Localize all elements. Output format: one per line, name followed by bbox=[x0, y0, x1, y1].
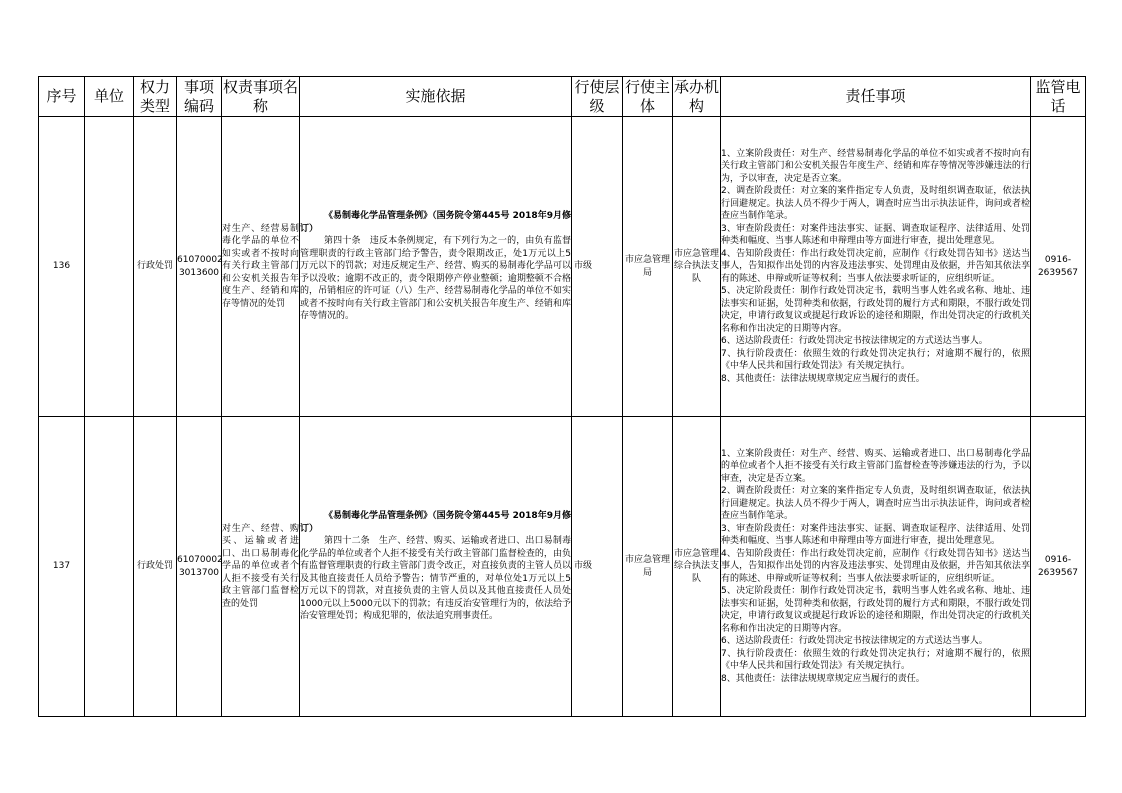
header-item-name: 权责事项名称 bbox=[222, 77, 298, 115]
responsibility-item: 6、送达阶段责任：行政处罚决定书按法律规定的方式送达当事人。 bbox=[721, 336, 988, 347]
cell-unit bbox=[85, 117, 134, 417]
responsibility-item: 8、其他责任：法律法规规章规定应当履行的责任。 bbox=[721, 673, 925, 684]
responsibility-item: 5、决定阶段责任：制作行政处罚决定书，载明当事人姓名或名称、地址、违法事实和证据，处罚种类和依据，行政处罚的履行方式和期限，不服行政处罚决定，申请行政复议或提起行政诉讼的途径和期限，作出处罚决定的行政机关名称和作出决定的日期等内容。 bbox=[721, 286, 1030, 334]
cell-seq: 137 bbox=[39, 417, 85, 717]
responsibility-item: 2、调查阶段责任：对立案的案件指定专人负责，及时组织调查取证，依法执行回避规定。执法人员不得少于两人，调查时应当出示执法证件，询问或者检查应当制作笔录。 bbox=[721, 486, 1030, 522]
header-responsibility: 责任事项 bbox=[721, 77, 1031, 117]
cell-responsibility bbox=[721, 417, 1031, 717]
basis-article-text: 第四十条 违反本条例规定，有下列行为之一的，由负有监督管理职责的行政主管部门给予警告，责令限期改正，处1万元以上5万元以下的罚款；对违反规定生产、经营、购买的易制毒化学品可以予以没收；逾期不改正的，责令限期停产停业整顿；逾期整顿不合格的，吊销相应的许可证（八）生产、经营易制毒化学品的单位不如实或者不按时向有关行政主管部门和公安机关报告年度生产、经销和库存等情况的。 bbox=[300, 236, 571, 322]
cell-basis bbox=[300, 417, 572, 717]
header-power-type: 权力类型 bbox=[134, 77, 177, 117]
responsibility-item: 3、审查阶段责任：对案件违法事实、证据、调查取证程序、法律适用、处罚种类和幅度、当事人陈述和申辩理由等方面进行审查，提出处理意见。 bbox=[721, 523, 1030, 547]
header-item-code: 事项编码 bbox=[177, 77, 222, 117]
cell-unit bbox=[85, 417, 134, 717]
responsibility-item: 4、告知阶段责任：作出行政处罚决定前，应制作《行政处罚告知书》送达当事人，告知拟作出处罚的内容及违法事实、处罚理由及依据，并告知其依法享有的陈述、申辩或听证等权利；当事人依法要求听证的，应组织听证。 bbox=[721, 248, 1030, 284]
header-subject: 行使主体 bbox=[623, 77, 673, 117]
cell-item-name: 对生产、经营、购买、运输或者进口、出口易制毒化学品的单位或者个人拒不接受有关行政主管部门监督检查的处罚 bbox=[222, 417, 300, 717]
cell-power-type: 行政处罚 bbox=[134, 417, 177, 717]
responsibility-item: 7、执行阶段责任：依照生效的行政处罚决定执行；对逾期不履行的，依照《中华人民共和国行政处罚法》有关规定执行。 bbox=[721, 348, 1030, 372]
header-unit: 单位 bbox=[85, 77, 134, 117]
header-row bbox=[39, 77, 1086, 117]
header-agency: 承办机构 bbox=[673, 77, 719, 115]
cell-power-type: 行政处罚 bbox=[134, 117, 177, 417]
cell-subject: 市应急管理局 bbox=[623, 117, 673, 417]
cell-item-code: 61070002 3013700 bbox=[177, 417, 222, 717]
basis-law-title: 《易制毒化学品管理条例》（国务院令第445号 2018年9月修订） bbox=[300, 211, 571, 234]
header-basis: 实施依据 bbox=[300, 77, 572, 117]
cell-item-name: 对生产、经营易制毒化学品的单位不如实或者不按时向有关行政主管部门和公安机关报告年度生产、经销和库存等情况的处罚 bbox=[222, 117, 300, 417]
cell-level: 市级 bbox=[572, 117, 623, 417]
header-phone: 监管电话 bbox=[1031, 77, 1086, 117]
responsibility-item: 8、其他责任：法律法规规章规定应当履行的责任。 bbox=[721, 373, 925, 384]
responsibility-item: 4、告知阶段责任：作出行政处罚决定前，应制作《行政处罚告知书》送达当事人，告知拟作出处罚的内容及违法事实、处罚理由及依据，并告知其依法享有的陈述、申辩或听证等权利；当事人依法要求听证的，应组织听证。 bbox=[721, 548, 1030, 584]
cell-phone: 0916-2639567 bbox=[1031, 117, 1086, 417]
cell-basis bbox=[300, 117, 572, 417]
cell-level: 市级 bbox=[572, 417, 623, 717]
header-seq: 序号 bbox=[39, 77, 85, 117]
basis-article-text: 第四十二条 生产、经营、购买、运输或者进口、出口易制毒化学品的单位或者个人拒不接受有关行政主管部门监督检查的，由负有监督管理职责的行政主管部门责令改正，对直接负责的主管人员以及其他直接责任人员给予警告；情节严重的，对单位处1万元以上5万元以下的罚款，对直接负责的主管人员以及其他直接责任人员处1000元以上5000元以下的罚款；有违反治安管理行为的，依法给予治安管理处罚；构成犯罪的，依法追究刑事责任。 bbox=[300, 536, 571, 622]
cell-phone: 0916-2639567 bbox=[1031, 417, 1086, 717]
basis-law-title: 《易制毒化学品管理条例》（国务院令第445号 2018年9月修订） bbox=[300, 511, 571, 534]
responsibility-item: 1、立案阶段责任：对生产、经营易制毒化学品的单位不如实或者不按时向有关行政主管部门和公安机关报告年度生产、经销和库存等情况等涉嫌违法的行为，予以审查，决定是否立案。 bbox=[721, 148, 1030, 184]
responsibility-item: 5、决定阶段责任：制作行政处罚决定书，载明当事人姓名或名称、地址、违法事实和证据，处罚种类和依据，行政处罚的履行方式和期限，不服行政处罚决定，申请行政复议或提起行政诉讼的途径和期限，作出处罚决定的行政机关名称和作出决定的日期等内容。 bbox=[721, 586, 1030, 634]
responsibility-item: 7、执行阶段责任：依照生效的行政处罚决定执行；对逾期不履行的，依照《中华人民共和国行政处罚法》有关规定执行。 bbox=[721, 648, 1030, 672]
responsibility-table bbox=[38, 76, 1086, 717]
responsibility-item: 6、送达阶段责任：行政处罚决定书按法律规定的方式送达当事人。 bbox=[721, 636, 988, 647]
cell-item-code: 61070002 3013600 bbox=[177, 117, 222, 417]
responsibility-item: 2、调查阶段责任：对立案的案件指定专人负责，及时组织调查取证，依法执行回避规定。执法人员不得少于两人，调查时应当出示执法证件，询问或者检查应当制作笔录。 bbox=[721, 186, 1030, 222]
cell-subject: 市应急管理局 bbox=[623, 417, 673, 717]
responsibility-item: 1、立案阶段责任：对生产、经营、购买、运输或者进口、出口易制毒化学品的单位或者个人拒不接受有关行政主管部门监督检查等涉嫌违法的行为，予以审查，决定是否立案。 bbox=[721, 448, 1030, 484]
cell-seq: 136 bbox=[39, 117, 85, 417]
cell-responsibility bbox=[721, 117, 1031, 417]
cell-agency: 市应急管理综合执法支队 bbox=[673, 117, 721, 417]
responsibility-item: 3、审查阶段责任：对案件违法事实、证据、调查取证程序、法律适用、处罚种类和幅度、当事人陈述和申辩理由等方面进行审查，提出处理意见。 bbox=[721, 223, 1030, 247]
table-row bbox=[39, 417, 1086, 717]
cell-agency: 市应急管理综合执法支队 bbox=[673, 417, 721, 717]
header-level: 行使层级 bbox=[572, 77, 623, 117]
table-row bbox=[39, 117, 1086, 417]
